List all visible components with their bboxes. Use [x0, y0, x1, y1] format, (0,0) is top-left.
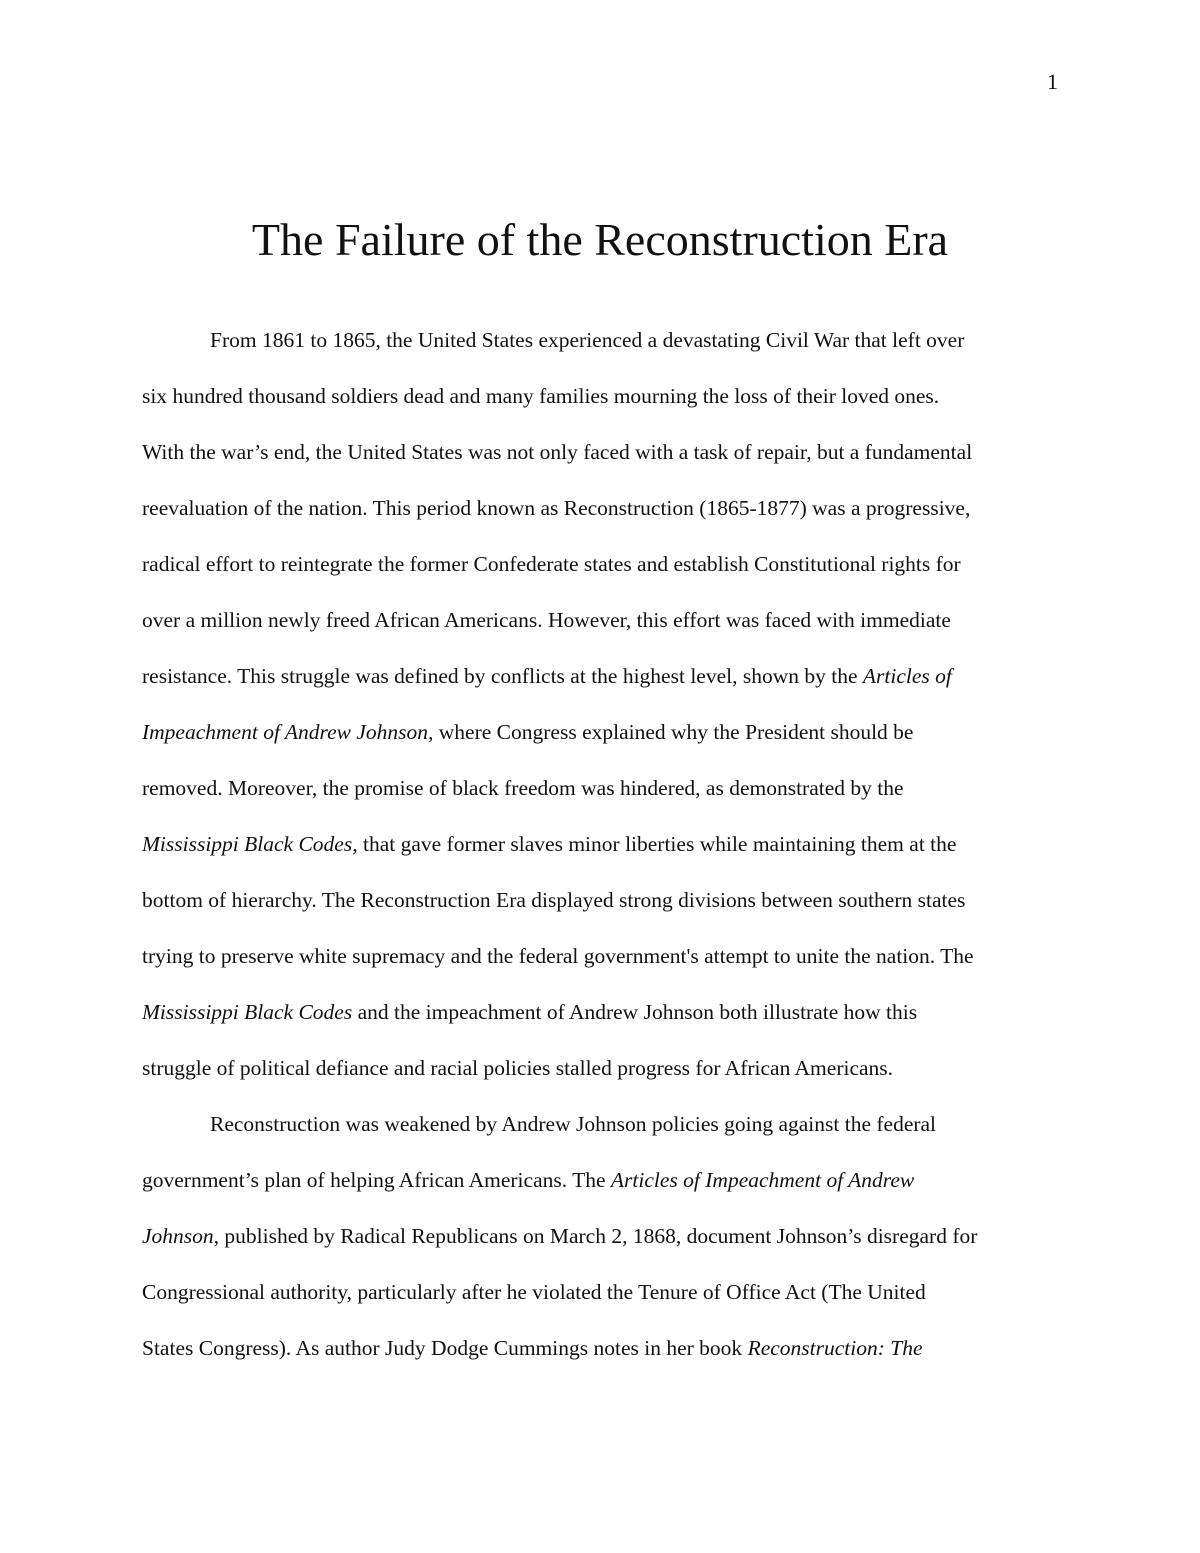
paragraph-line: From 1861 to 1865, the United States experienced a devastating Civil War that left over: [210, 328, 965, 352]
paragraph-line: radical effort to reintegrate the former Confederate states and establish Constitutional rights for: [142, 552, 961, 576]
italic-title-run: Mississippi Black Codes: [142, 1000, 353, 1024]
text-run: that gave former slaves minor liberties while maintaining them at the: [357, 832, 957, 856]
document-title: The Failure of the Reconstruction Era: [251, 214, 949, 265]
paragraph-line: [142, 1224, 1058, 1280]
paragraph-line: removed. Moreover, the promise of black freedom was hindered, as demonstrated by the: [142, 776, 904, 800]
paragraph-line: [142, 664, 1058, 720]
text-run: published by Radical Republicans on March 2, 1868, document Johnson’s disregard for: [219, 1224, 978, 1248]
paragraph-line: bottom of hierarchy. The Reconstruction Era displayed strong divisions between southern states: [142, 888, 966, 912]
paragraph-line: [142, 1336, 1058, 1392]
paragraph-line: reevaluation of the nation. This period known as Reconstruction (1865-1877) was a progressive,: [142, 496, 971, 520]
paragraph-line: [142, 720, 1058, 776]
paragraph-line: [142, 1000, 1058, 1056]
paragraph-line: With the war’s end, the United States was not only faced with a task of repair, but a fundamental: [142, 440, 973, 464]
page-number: 1: [1047, 69, 1058, 94]
paragraph-line: trying to preserve white supremacy and the federal government's attempt to unite the nation. The: [142, 944, 974, 968]
text-run: States Congress). As author Judy Dodge Cummings notes in her book: [142, 1336, 748, 1360]
paragraph-line: [142, 832, 1058, 888]
text-run: resistance. This struggle was defined by conflicts at the highest level, shown by the: [142, 664, 863, 688]
paragraph-line: over a million newly freed African Americans. However, this effort was faced with immediate: [142, 608, 951, 632]
italic-title-run: Articles of Impeachment of Andrew: [610, 1168, 915, 1192]
paragraph-line: Reconstruction was weakened by Andrew Johnson policies going against the federal: [210, 1112, 937, 1136]
paragraph-2: [142, 1112, 1058, 1392]
text-run: government’s plan of helping African Americans. The: [142, 1168, 611, 1192]
paragraph-line: six hundred thousand soldiers dead and many families mourning the loss of their loved ones.: [142, 384, 940, 408]
paragraph-line: struggle of political defiance and racial policies stalled progress for African Americans.: [142, 1056, 894, 1080]
document-body: [142, 328, 1058, 1392]
paragraph-line: Congressional authority, particularly after he violated the Tenure of Office Act (The United: [142, 1280, 926, 1304]
italic-title-run: Impeachment of Andrew Johnson,: [142, 720, 434, 744]
text-run: and the impeachment of Andrew Johnson both illustrate how this: [352, 1000, 918, 1024]
paragraph-1: [142, 328, 1058, 1112]
italic-title-run: Reconstruction: The: [747, 1336, 923, 1360]
italic-title-run: Articles of: [862, 664, 952, 688]
text-run: where Congress explained why the President should be: [433, 720, 914, 744]
paragraph-line: [142, 1168, 1058, 1224]
italic-title-run: Mississippi Black Codes,: [142, 832, 358, 856]
italic-title-run: Johnson,: [142, 1224, 220, 1248]
